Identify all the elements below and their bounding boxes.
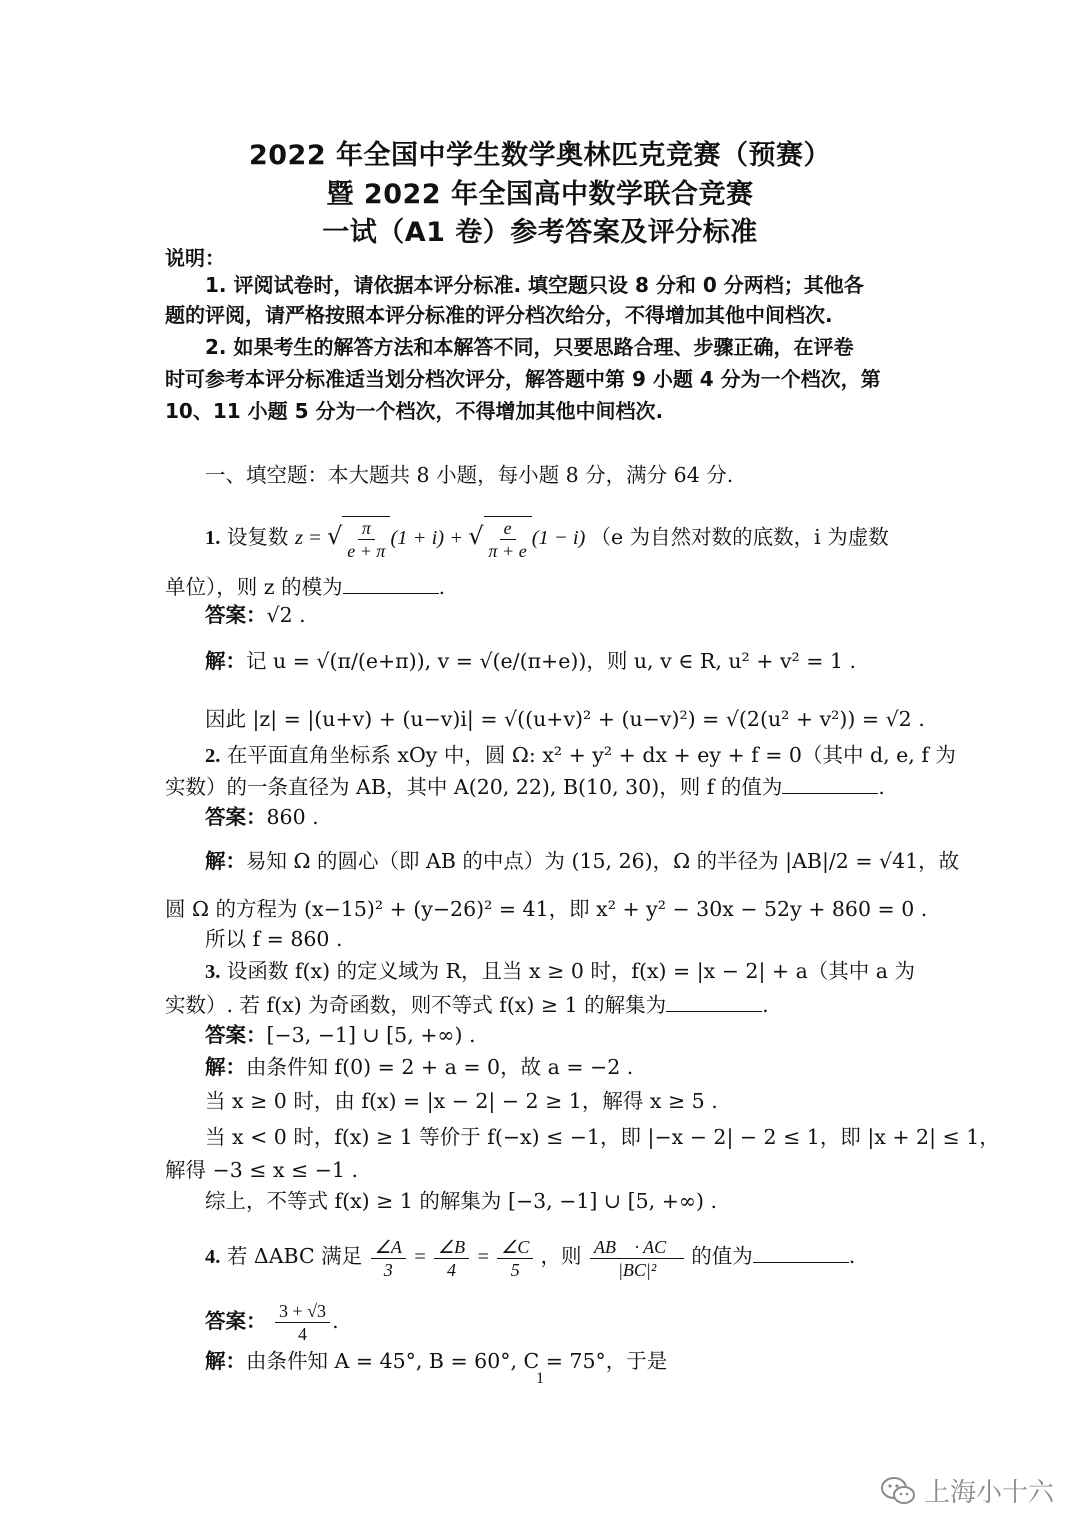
q4-answer: 答案： $\frac{3 + √3}{4}$ . [205,1301,339,1344]
section-1-heading: 一、填空题：本大题共 8 小题，每小题 8 分，满分 64 分. [205,463,734,487]
q4-vector-expression: $\frac{AB⃗ \cdot AC⃗}{\text{|BC|²}}$ [588,1246,691,1268]
q3-solution-line-1: 解：由条件知 f(0) = 2 + a = 0，故 a = −2 . [205,1055,634,1079]
title-line-3: 一试（A1 卷）参考答案及评分标准 [322,217,758,248]
q2-solution-line-1: 解：易知 Ω 的圆心（即 AB 的中点）为 (15, 26)，Ω 的半径为 |AB|/2 = √41，故 [205,849,960,873]
q2-solution-line-3: 所以 f = 860 . [205,927,343,951]
q1-stem-line-2: 单位），则 z 的模为 . [165,575,446,599]
q3-solution-line-5: 综上，不等式 f(x) ≥ 1 的解集为 [−3, −1] ∪ [5, +∞) . [205,1189,717,1213]
q1-formula: z = √ $\frac{\pi}{e + \pi}$ (1 + i) + √ $\frac{e}{\pi + e}$ (1 − i) [294,518,591,561]
q1-stem-line-1 [205,516,889,562]
q1-solution-line-2: 因此 |z| = |(u+v) + (u−v)i| = √((u+v)² + (u−v)²) = √(2(u² + v²)) = √2 . [205,707,925,731]
q3-solution-line-3: 当 x < 0 时，f(x) ≥ 1 等价于 f(−x) ≤ −1，即 |−x − 2| − 2 ≤ 1，即 |x + 2| ≤ 1， [205,1125,1000,1149]
q2-stem-line-2: 实数）的一条直径为 AB，其中 A(20, 22), B(10, 30)，则 f 的值为 . [165,775,885,799]
note-2-line-3: 10、11 小题 5 分为一个档次，不得增加其他中间档次. [165,399,664,423]
q4-solution-line-1: 解：由条件知 A = 45°, B = 60°, C = 75°，于是 [205,1349,668,1373]
q4-angle-ratio: $\frac{\angle A}{3}$ = $\frac{\angle B}{4}$ = $\frac{\angle C}{5}$ [369,1246,541,1268]
page-number: 1 [536,1370,544,1387]
q1-answer: 答案：√2 . [205,603,306,627]
q2-answer-blank [782,773,878,794]
q1-answer-blank [343,573,439,594]
q2-stem-line-1: 2. 在平面直角坐标系 xOy 中，圆 Ω: x² + y² + dx + ey + f = 0（其中 d, e, f 为 [205,743,956,767]
note-2-line-2: 时可参考本评分标准适当划分档次评分，解答题中第 9 小题 4 分为一个档次，第 [165,367,881,391]
q1-stem-tail: （e 为自然对数的底数，i 为虚数 [590,525,889,550]
q4-stem: 4. 若 ΔABC 满足 $\frac{\angle A}{3}$ = $\frac{\angle B}{4}$ = $\frac{\angle C}{5}$ ，则 $\frac{AB⃗ \cdot AC⃗}{\text{|BC|²}}$ 的值为 . [205,1237,856,1280]
wechat-icon [880,1476,916,1506]
title-line-2: 暨 2022 年全国高中数学联合竞赛 [326,179,754,210]
q1-number: 1. [205,527,221,550]
q2-answer: 答案：860 . [205,805,319,829]
q3-solution-line-4: 解得 −3 ≤ x ≤ −1 . [165,1158,358,1182]
q3-solution-line-2: 当 x ≥ 0 时，由 f(x) = |x − 2| − 2 ≥ 1，解得 x ≥ 5 . [205,1089,718,1113]
note-2-line-1: 2. 如果考生的解答方法和本解答不同，只要思路合理、步骤正确，在评卷 [205,335,854,359]
watermark-text: 上海小十六 [923,1478,1054,1508]
q3-answer: 答案：[−3, −1] ∪ [5, +∞) . [205,1023,476,1047]
watermark [880,1472,1054,1509]
q3-stem-line-2: 实数）. 若 f(x) 为奇函数，则不等式 f(x) ≥ 1 的解集为 . [165,993,769,1017]
q3-answer-blank [666,991,762,1012]
title-line-1: 2022 年全国中学生数学奥林匹克竞赛（预赛） [248,140,832,171]
q2-solution-line-2: 圆 Ω 的方程为 (x−15)² + (y−26)² = 41，即 x² + y² − 30x − 52y + 860 = 0 . [165,897,928,921]
notes-heading: 说明： [165,246,225,270]
note-1-line-1: 1. 评阅试卷时，请依据本评分标准. 填空题只设 8 分和 0 分两档；其他各 [205,273,864,297]
note-1-line-2: 题的评阅，请严格按照本评分标准的评分档次给分，不得增加其他中间档次. [165,303,833,327]
q4-answer-blank [753,1242,849,1263]
q1-lead: 设复数 [226,525,289,550]
q3-stem-line-1: 3. 设函数 f(x) 的定义域为 R，且当 x ≥ 0 时，f(x) = |x − 2| + a（其中 a 为 [205,959,916,983]
q1-solution-line-1: 解：记 u = √(π/(e+π)), v = √(e/(π+e))，则 u, v ∈ R, u² + v² = 1 . [205,649,857,673]
